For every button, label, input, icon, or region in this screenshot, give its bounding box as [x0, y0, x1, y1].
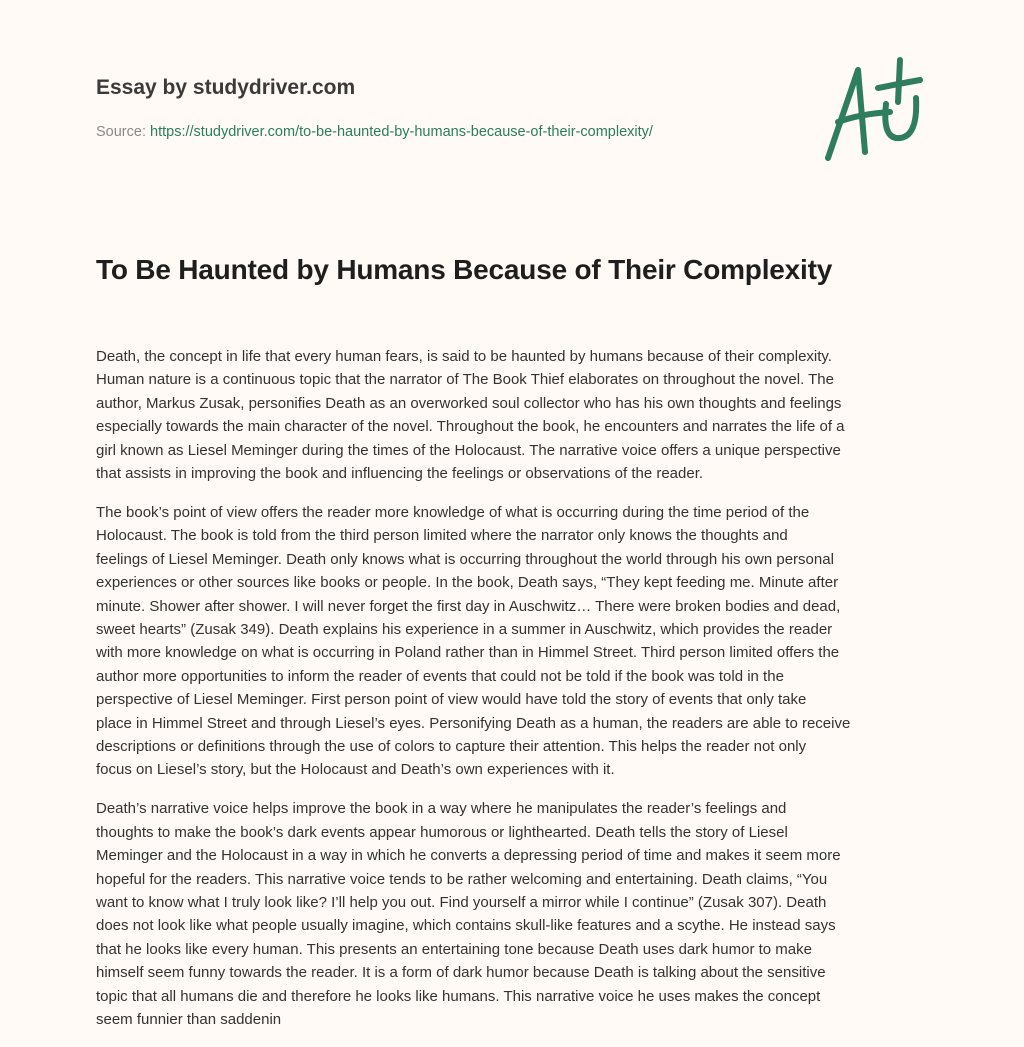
paragraph-line: Death’s narrative voice helps improve the book in a way where he manipulates the reader’s feelings and — [96, 800, 787, 818]
article-paragraph — [96, 797, 946, 1031]
site-title: Essay by studydriver.com — [96, 76, 356, 99]
paragraph-line: girl known as Liesel Meminger during the times of the Holocaust. The narrative voice offers a unique perspective — [96, 441, 841, 459]
source-label: Source: — [96, 124, 146, 140]
paragraph-line: especially towards the main character of the novel. Throughout the book, he encounters and narrates the life of a — [96, 418, 845, 436]
paragraph-line: minute. Shower after shower. I will never forget the first day in Auschwitz… There were broken bodies and dead, — [96, 597, 841, 615]
paragraph-line: experiences or other sources like books or people. In the book, Death says, “They kept feeding me. Minute after — [96, 574, 839, 592]
paragraph-line: want to know what I truly look like? I’ll help you out. Find yourself a mirror while I continue” (Zusak 307). Death — [96, 893, 827, 911]
article-paragraph — [96, 501, 946, 782]
paragraph-line: Holocaust. The book is told from the third person limited where the narrator only knows the thoughts and — [96, 527, 788, 545]
paragraph-line: place in Himmel Street and through Liesel’s eyes. Personifying Death as a human, the readers are able to receive — [96, 714, 851, 732]
paragraph-line: perspective of Liesel Meminger. First person point of view would have told the story of events that only take — [96, 691, 807, 709]
paragraph-line: feelings of Liesel Meminger. Death only knows what is occurring throughout the world through his own personal — [96, 550, 834, 568]
paragraph-line: author, Markus Zusak, personifies Death as an overworked soul collector who has his own thoughts and feelings — [96, 394, 842, 412]
paragraph-line: with more knowledge on what is occurring in Poland rather than in Himmel Street. Third person limited offers the — [96, 644, 840, 662]
paragraph-line: topic that all humans die and therefore he looks like humans. This narrative voice he uses makes the concept — [96, 987, 821, 1005]
paragraph-line: does not look like what people usually imagine, which contains skull-like features and a scythe. He instead says — [96, 917, 836, 935]
paragraph-line: focus on Liesel’s story, but the Holocaust and Death’s own experiences with it. — [96, 761, 615, 779]
source-line — [96, 124, 653, 140]
article-paragraph — [96, 345, 946, 485]
source-link[interactable]: https://studydriver.com/to-be-haunted-by-humans-because-of-their-complexity/ — [150, 124, 653, 140]
paragraph-line: Death, the concept in life that every human fears, is said to be haunted by humans because of their complexity. — [96, 348, 832, 365]
paragraph-line: seem funnier than saddenin — [96, 1010, 282, 1028]
paragraph-line: descriptions or definitions through the use of colors to capture their attention. This helps the reader not only — [96, 738, 807, 755]
article-title: To Be Haunted by Humans Because of Their Complexity — [96, 254, 833, 285]
paragraph-line: The book’s point of view offers the reader more knowledge of what is occurring during the time period of the — [96, 503, 810, 521]
paragraph-line: sweet hearts” (Zusak 349). Death explains his experience in a summer in Auschwitz, which provides the reader — [96, 620, 833, 638]
paragraph-line: that he looks like every human. This presents an entertaining tone because Death uses dark humor to make — [96, 940, 812, 958]
paragraph-line: hopeful for the readers. This narrative voice tends to be rather welcoming and entertaining. Death claims, “You — [96, 870, 828, 888]
paragraph-line: Human nature is a continuous topic that the narrator of The Book Thief elaborates on throughout the novel. The — [96, 371, 834, 389]
a-plus-logo-icon — [820, 40, 930, 165]
paragraph-line: author more opportunities to inform the reader of events that could not be told if the book was told in the — [96, 667, 784, 685]
paragraph-line: that assists in improving the book and influencing the feelings or observations of the reader. — [96, 465, 704, 483]
article-body — [96, 345, 946, 1047]
paragraph-line: thoughts to make the book’s dark events appear humorous or lighthearted. Death tells the story of Liesel — [96, 823, 788, 841]
paragraph-line: Meminger and the Holocaust in a way in which he converts a depressing period of time and makes it seem more — [96, 847, 841, 865]
paragraph-line: himself seem funny towards the reader. It is a form of dark humor because Death is talking about the sensitive — [96, 964, 826, 982]
